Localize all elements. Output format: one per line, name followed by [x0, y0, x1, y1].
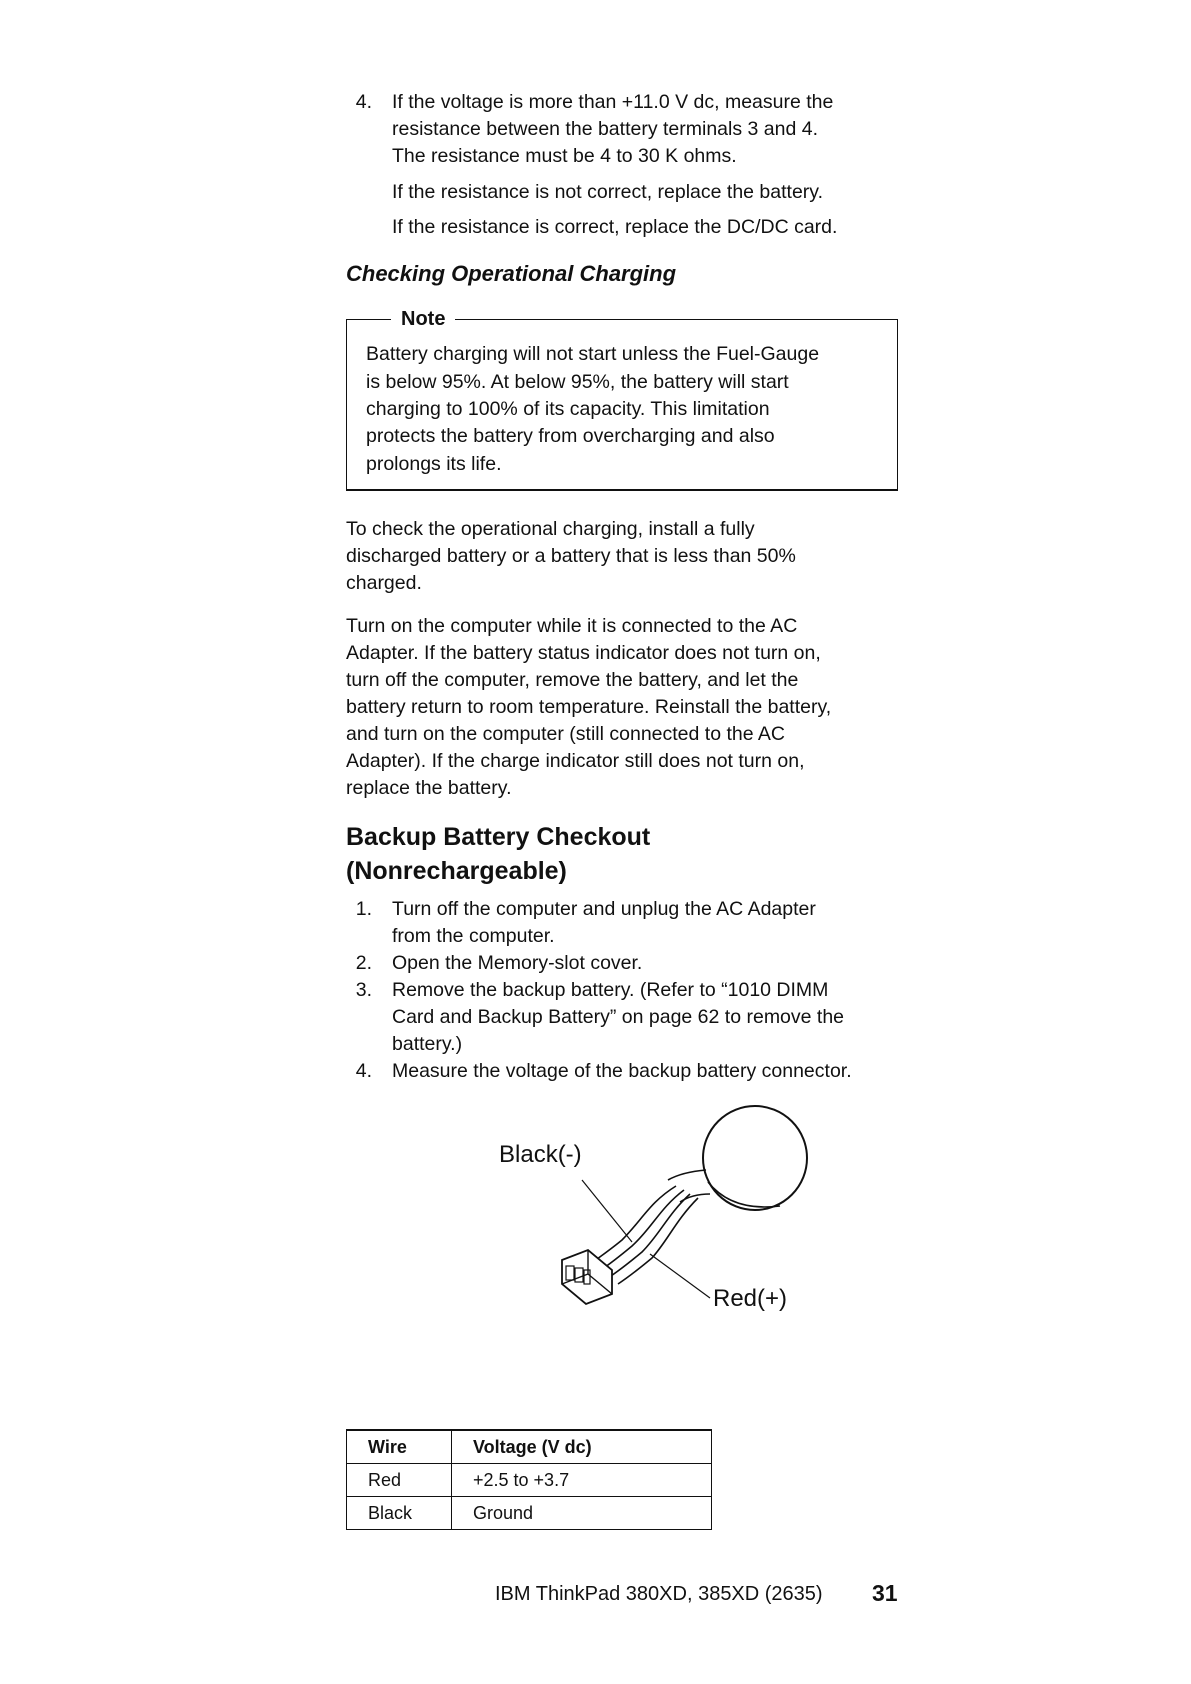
- step-text-line: from the computer.: [392, 925, 555, 947]
- step-text-line: Open the Memory-slot cover.: [392, 952, 643, 974]
- backup-battery-figure: [470, 1090, 850, 1330]
- paragraph-line: and turn on the computer (still connected to the AC: [346, 723, 786, 745]
- paragraph-line: turn off the computer, remove the battery, and let the: [346, 669, 799, 691]
- step-text-line: If the voltage is more than +11.0 V dc, measure the: [392, 91, 834, 113]
- step-text-line: Measure the voltage of the backup battery connector.: [392, 1060, 852, 1082]
- table-cell: Ground: [452, 1497, 712, 1530]
- table-header: Wire: [347, 1430, 452, 1464]
- paragraph-line: Turn on the computer while it is connected to the AC: [346, 615, 798, 637]
- wire-red-outline-b: [618, 1198, 698, 1284]
- step-text-line: Turn off the computer and unplug the AC Adapter: [392, 898, 816, 920]
- step-text-line: Remove the backup battery. (Refer to “1010 DIMM: [392, 979, 829, 1001]
- figure-label-red: Red(+): [713, 1285, 788, 1312]
- step-number: 4.: [355, 91, 372, 113]
- table-row: [347, 1464, 712, 1497]
- note-label: Note: [391, 306, 455, 332]
- paragraph-line: discharged battery or a battery that is less than 50%: [346, 545, 796, 567]
- paragraph-line: replace the battery.: [346, 777, 512, 799]
- step-number: 4.: [355, 1060, 372, 1082]
- paragraph-line: To check the operational charging, install a fully: [346, 518, 755, 540]
- note-line: charging to 100% of its capacity. This limitation: [366, 398, 770, 420]
- note-line: is below 95%. At below 95%, the battery will start: [366, 371, 789, 393]
- leader-line-black: [582, 1180, 632, 1242]
- paragraph-line: charged.: [346, 572, 422, 594]
- wire-sleeve-top: [668, 1170, 706, 1180]
- step-text-line: The resistance must be 4 to 30 K ohms.: [392, 145, 737, 167]
- table-cell: Black: [347, 1497, 452, 1530]
- step-number: 2.: [355, 952, 372, 974]
- step-number: 3.: [355, 979, 372, 1001]
- footer-text: IBM ThinkPad 380XD, 385XD (2635): [495, 1583, 823, 1605]
- paragraph-line: Adapter. If the battery status indicator does not turn on,: [346, 642, 821, 664]
- table-header-row: [347, 1430, 712, 1464]
- section-subheading: Checking Operational Charging: [346, 261, 677, 286]
- table-row: [347, 1497, 712, 1530]
- step-text-line: Card and Backup Battery” on page 62 to remove the: [392, 1006, 845, 1028]
- note-line: prolongs its life.: [366, 453, 502, 475]
- section-heading-continued: (Nonrechargeable): [346, 857, 567, 885]
- page-number: 31: [872, 1580, 898, 1606]
- table-header: Voltage (V dc): [452, 1430, 712, 1464]
- note-line: protects the battery from overcharging and also: [366, 425, 775, 447]
- section-heading: Backup Battery Checkout: [346, 823, 651, 851]
- coin-cell-body: [703, 1106, 807, 1210]
- paragraph-line: Adapter). If the charge indicator still does not turn on,: [346, 750, 805, 772]
- wire-red-outline-a: [608, 1194, 690, 1278]
- table-cell: Red: [347, 1464, 452, 1497]
- note-line: Battery charging will not start unless the Fuel-Gauge: [366, 343, 820, 365]
- step-sub-text: If the resistance is correct, replace the DC/DC card.: [392, 216, 838, 238]
- step-text-line: battery.): [392, 1033, 463, 1055]
- step-text-line: resistance between the battery terminals 3 and 4.: [392, 118, 818, 140]
- connector-body: [562, 1250, 612, 1304]
- voltage-table: [346, 1429, 712, 1530]
- paragraph-line: battery return to room temperature. Reinstall the battery,: [346, 696, 832, 718]
- leader-line-red: [650, 1254, 710, 1298]
- step-number: 1.: [355, 898, 372, 920]
- figure-label-black: Black(-): [499, 1141, 582, 1168]
- table-cell: +2.5 to +3.7: [452, 1464, 712, 1497]
- step-sub-text: If the resistance is not correct, replace the battery.: [392, 181, 824, 203]
